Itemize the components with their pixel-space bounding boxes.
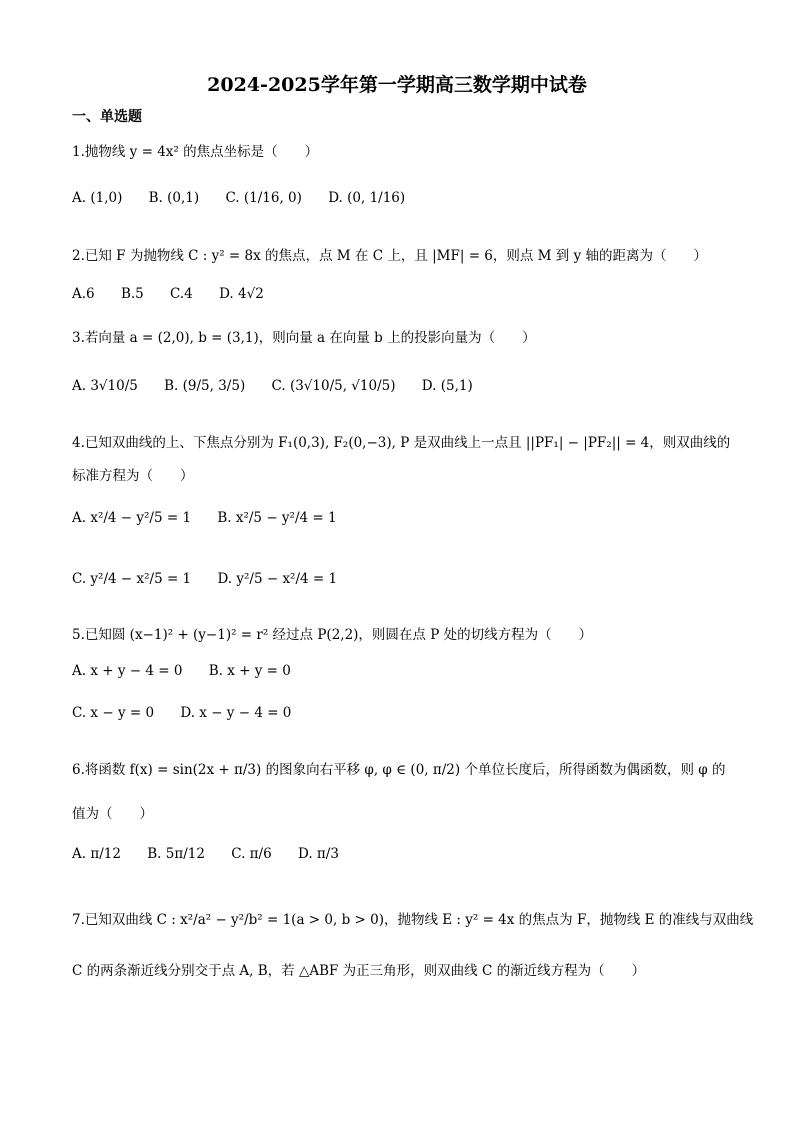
- q2-option-b: B.5: [120, 286, 144, 302]
- q4-option-b: B. x²/5 − y²/4 = 1: [217, 510, 337, 526]
- question-2-options: [72, 286, 286, 302]
- q6-option-d: D. π/3: [297, 846, 339, 862]
- question-4-options-row1: [72, 510, 359, 526]
- question-7-stem-line1: 7.已知双曲线 C : x²/a² − y²/b² = 1(a > 0, b > 0)，抛物线 E : y² = 4x 的焦点为 F，抛物线 E 的准线与双曲线: [72, 912, 754, 928]
- q3-option-a: A. 3√10/5: [72, 378, 138, 394]
- q5-option-d: D. x − y − 4 = 0: [180, 705, 292, 721]
- question-4-stem-line2: 标准方程为（ ）: [72, 468, 194, 484]
- question-5-options-row2: [72, 705, 313, 721]
- question-6-stem-line2: 值为（ ）: [72, 806, 153, 822]
- question-3-stem: 3.若向量 a = (2,0), b = (3,1)，则向量 a 在向量 b 上的投影向量为（ ）: [72, 330, 536, 346]
- q4-option-d: D. y²/5 − x²/4 = 1: [217, 571, 338, 587]
- question-7-stem-line2: C 的两条渐近线分别交于点 A, B，若 △ABF 为正三角形，则双曲线 C 的渐近线方程为（ ）: [72, 963, 646, 979]
- question-4-options-row2: [72, 571, 359, 587]
- question-5-options-row1: [72, 663, 313, 679]
- q4-option-a: A. x²/4 − y²/5 = 1: [72, 510, 192, 526]
- q3-option-d: D. (5,1): [421, 378, 473, 394]
- q6-option-b: B. 5π/12: [147, 846, 205, 862]
- q6-option-a: A. π/12: [72, 846, 121, 862]
- q3-option-c: C. (3√10/5, √10/5): [271, 378, 396, 394]
- q2-option-a: A.6: [72, 286, 95, 302]
- q1-option-d: D. (0, 1/16): [328, 190, 406, 206]
- q6-option-c: C. π/6: [231, 846, 272, 862]
- q1-option-b: B. (0,1): [148, 190, 200, 206]
- q4-option-c: C. y²/4 − x²/5 = 1: [72, 571, 192, 587]
- question-5-stem: 5.已知圆 (x−1)² + (y−1)² = r² 经过点 P(2,2)，则圆在点 P 处的切线方程为（ ）: [72, 627, 593, 643]
- question-6-stem-line1: 6.将函数 f(x) = sin(2x + π/3) 的图象向右平移 φ, φ ∈ (0, π/2) 个单位长度后，所得函数为偶函数，则 φ 的: [72, 762, 726, 778]
- question-1-stem: 1.抛物线 y = 4x² 的焦点坐标是（ ）: [72, 144, 319, 160]
- q3-option-b: B. (9/5, 3/5): [164, 378, 246, 394]
- question-1-options: [72, 190, 427, 206]
- question-3-options: [72, 378, 495, 394]
- q5-option-a: A. x + y − 4 = 0: [72, 663, 183, 679]
- q1-option-a: A. (1,0): [72, 190, 123, 206]
- question-2-stem: 2.已知 F 为抛物线 C : y² = 8x 的焦点，点 M 在 C 上，且 |MF| = 6，则点 M 到 y 轴的距离为（ ）: [72, 248, 708, 264]
- q2-option-d: D. 4√2: [219, 286, 264, 302]
- section-heading: 一、单选题: [72, 109, 142, 125]
- q1-option-c: C. (1/16, 0): [225, 190, 302, 206]
- q5-option-c: C. x − y = 0: [72, 705, 155, 721]
- q2-option-c: C.4: [170, 286, 193, 302]
- q5-option-b: B. x + y = 0: [208, 663, 291, 679]
- question-6-options: [72, 846, 361, 862]
- page-title: 2024-2025学年第一学期高三数学期中试卷: [207, 74, 587, 96]
- question-4-stem-line1: 4.已知双曲线的上、下焦点分别为 F₁(0,3), F₂(0,−3), P 是双曲线上一点且 ||PF₁| − |PF₂|| = 4，则双曲线的: [72, 435, 731, 451]
